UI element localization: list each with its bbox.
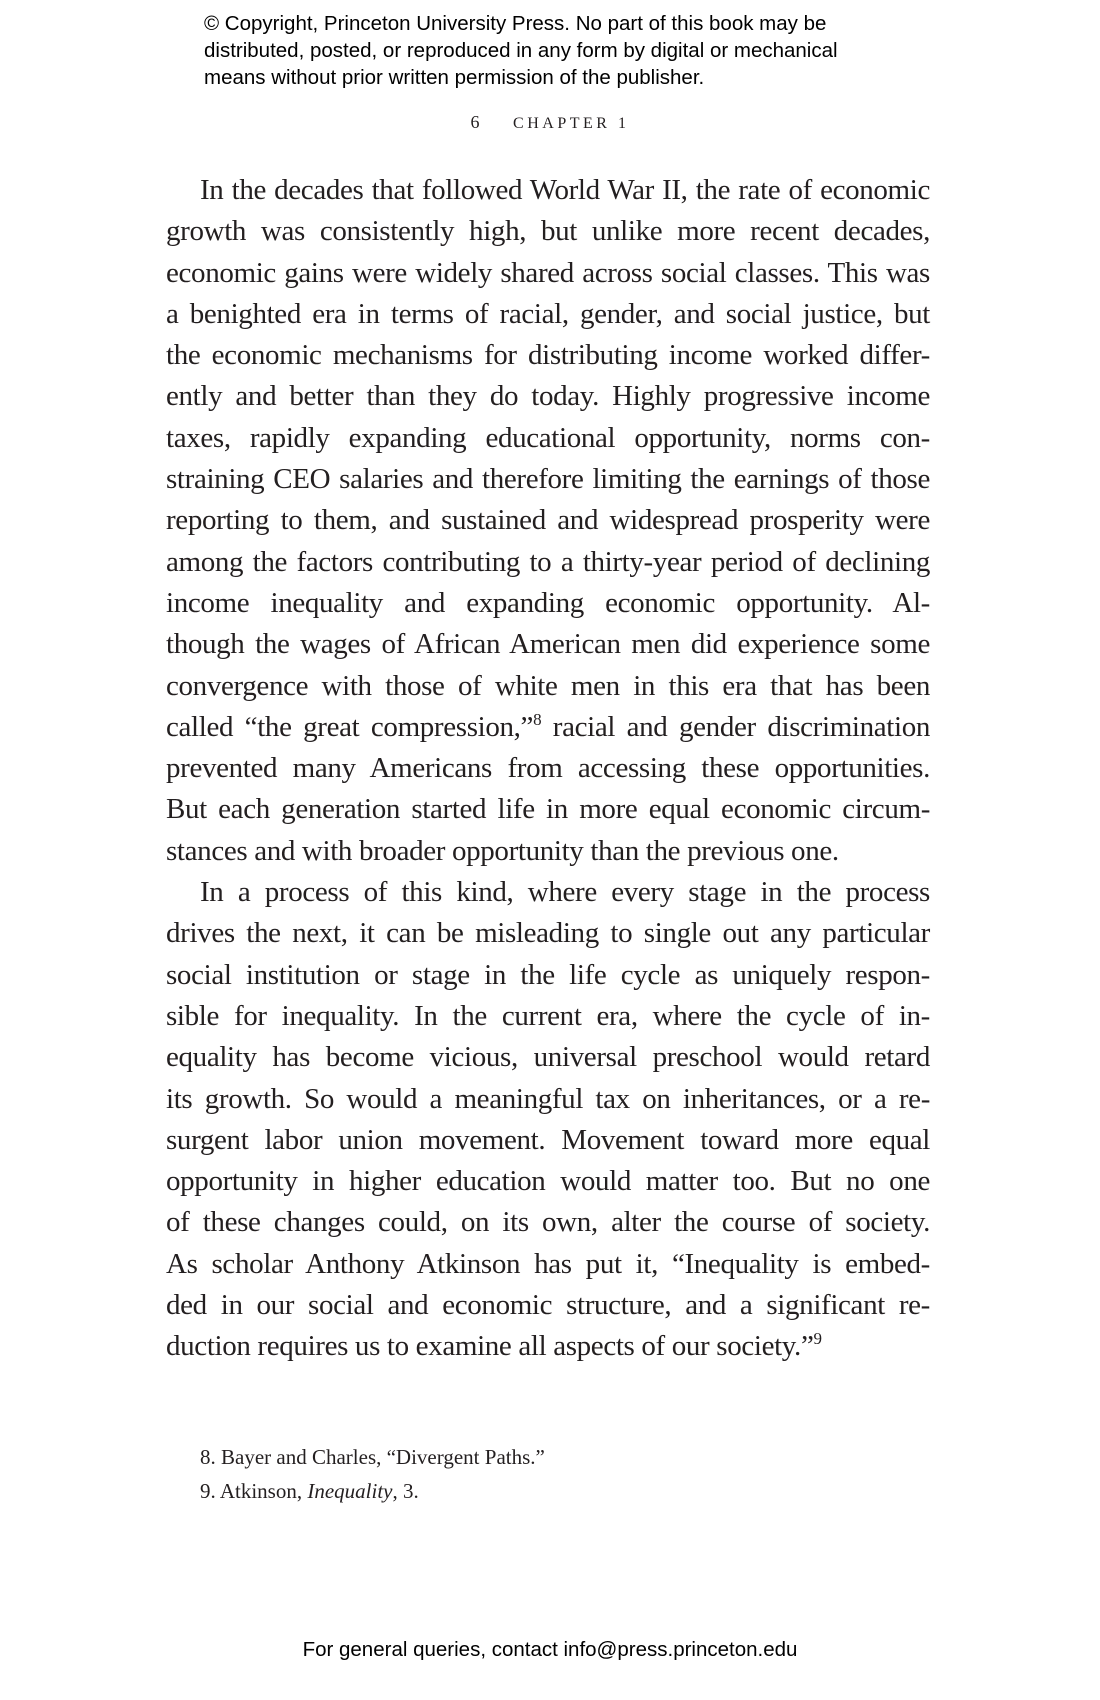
- text-line: ently and better than they do today. Highly progressive income: [166, 380, 930, 413]
- paragraph-2: [166, 872, 930, 1368]
- text-segment: duction requires us to examine all aspects of our society.”: [166, 1330, 814, 1363]
- text-line: its growth. So would a meaningful tax on inheritances, or a re-: [166, 1082, 930, 1115]
- text-segment: called “the great compression,”: [166, 710, 534, 743]
- footnotes: [200, 1440, 545, 1508]
- chapter-label: CHAPTER 1: [513, 115, 630, 132]
- footnote-text: Bayer and Charles, “Divergent Paths.”: [221, 1445, 545, 1469]
- footnote-title-italic: Inequality: [307, 1479, 393, 1503]
- copyright-notice: [204, 10, 924, 91]
- footer-contact: For general queries, contact info@press.princeton.edu: [302, 1638, 798, 1661]
- text-line: growth was consistently high, but unlike more recent decades,: [166, 215, 930, 248]
- text-line: of these changes could, on its own, alter the course of society.: [166, 1206, 930, 1239]
- body-text: [166, 170, 930, 1368]
- text-line: though the wages of African American men did experience some: [166, 628, 930, 661]
- text-line: opportunity in higher education would matter too. But no one: [166, 1165, 930, 1198]
- footnote-9: [200, 1474, 545, 1508]
- text-line: equality has become vicious, universal preschool would retard: [166, 1041, 930, 1074]
- text-line: ded in our social and economic structure, and a significant re-: [166, 1289, 930, 1322]
- text-line: a benighted era in terms of racial, gender, and social justice, but: [166, 297, 930, 330]
- text-line: prevented many Americans from accessing these opportunities.: [166, 752, 930, 785]
- text-line: reporting to them, and sustained and widespread prosperity were: [166, 504, 930, 537]
- footnote-text: , 3.: [392, 1479, 419, 1503]
- text-line: income inequality and expanding economic opportunity. Al-: [166, 586, 930, 619]
- text-line: stances and with broader opportunity than the previous one.: [166, 834, 839, 867]
- footnote-ref-8[interactable]: 8: [533, 709, 542, 729]
- text-segment: racial and gender discrimination: [541, 710, 930, 743]
- copyright-line: means without prior written permission of the publisher.: [204, 66, 705, 89]
- footnote-text: Atkinson,: [219, 1479, 308, 1503]
- copyright-line: distributed, posted, or reproduced in any form by digital or mechanical: [204, 39, 838, 62]
- copyright-line: © Copyright, Princeton University Press. No part of this book may be: [204, 12, 827, 35]
- text-line: convergence with those of white men in this era that has been: [166, 669, 930, 702]
- text-line: surgent labor union movement. Movement toward more equal: [166, 1123, 930, 1156]
- page-number: 6: [470, 112, 480, 132]
- text-line-with-footnote-ref: [166, 1326, 930, 1367]
- text-line: In a process of this kind, where every stage in the process: [200, 876, 930, 909]
- footnote-8: [200, 1440, 545, 1474]
- text-line-with-footnote-ref: [166, 707, 930, 748]
- text-line: taxes, rapidly expanding educational opportunity, norms con-: [166, 421, 930, 454]
- text-line: the economic mechanisms for distributing income worked differ-: [166, 339, 930, 372]
- text-line: straining CEO salaries and therefore limiting the earnings of those: [166, 463, 930, 496]
- text-line: But each generation started life in more equal economic circum-: [166, 793, 930, 826]
- footnote-number: 8.: [200, 1445, 216, 1469]
- paragraph-1: [166, 170, 930, 872]
- text-line: social institution or stage in the life cycle as uniquely respon-: [166, 958, 930, 991]
- text-line: As scholar Anthony Atkinson has put it, “Inequality is embed-: [166, 1247, 930, 1280]
- text-line: In the decades that followed World War II, the rate of economic: [200, 174, 930, 206]
- text-line: drives the next, it can be misleading to single out any particular: [166, 917, 930, 950]
- text-line: among the factors contributing to a thirty-year period of declining: [166, 545, 930, 578]
- footnote-number: 9.: [200, 1479, 216, 1503]
- text-line: economic gains were widely shared across social classes. This was: [166, 256, 930, 289]
- footnote-ref-9[interactable]: 9: [813, 1329, 822, 1349]
- running-head: [0, 112, 1100, 133]
- text-line: sible for inequality. In the current era, where the cycle of in-: [166, 999, 930, 1032]
